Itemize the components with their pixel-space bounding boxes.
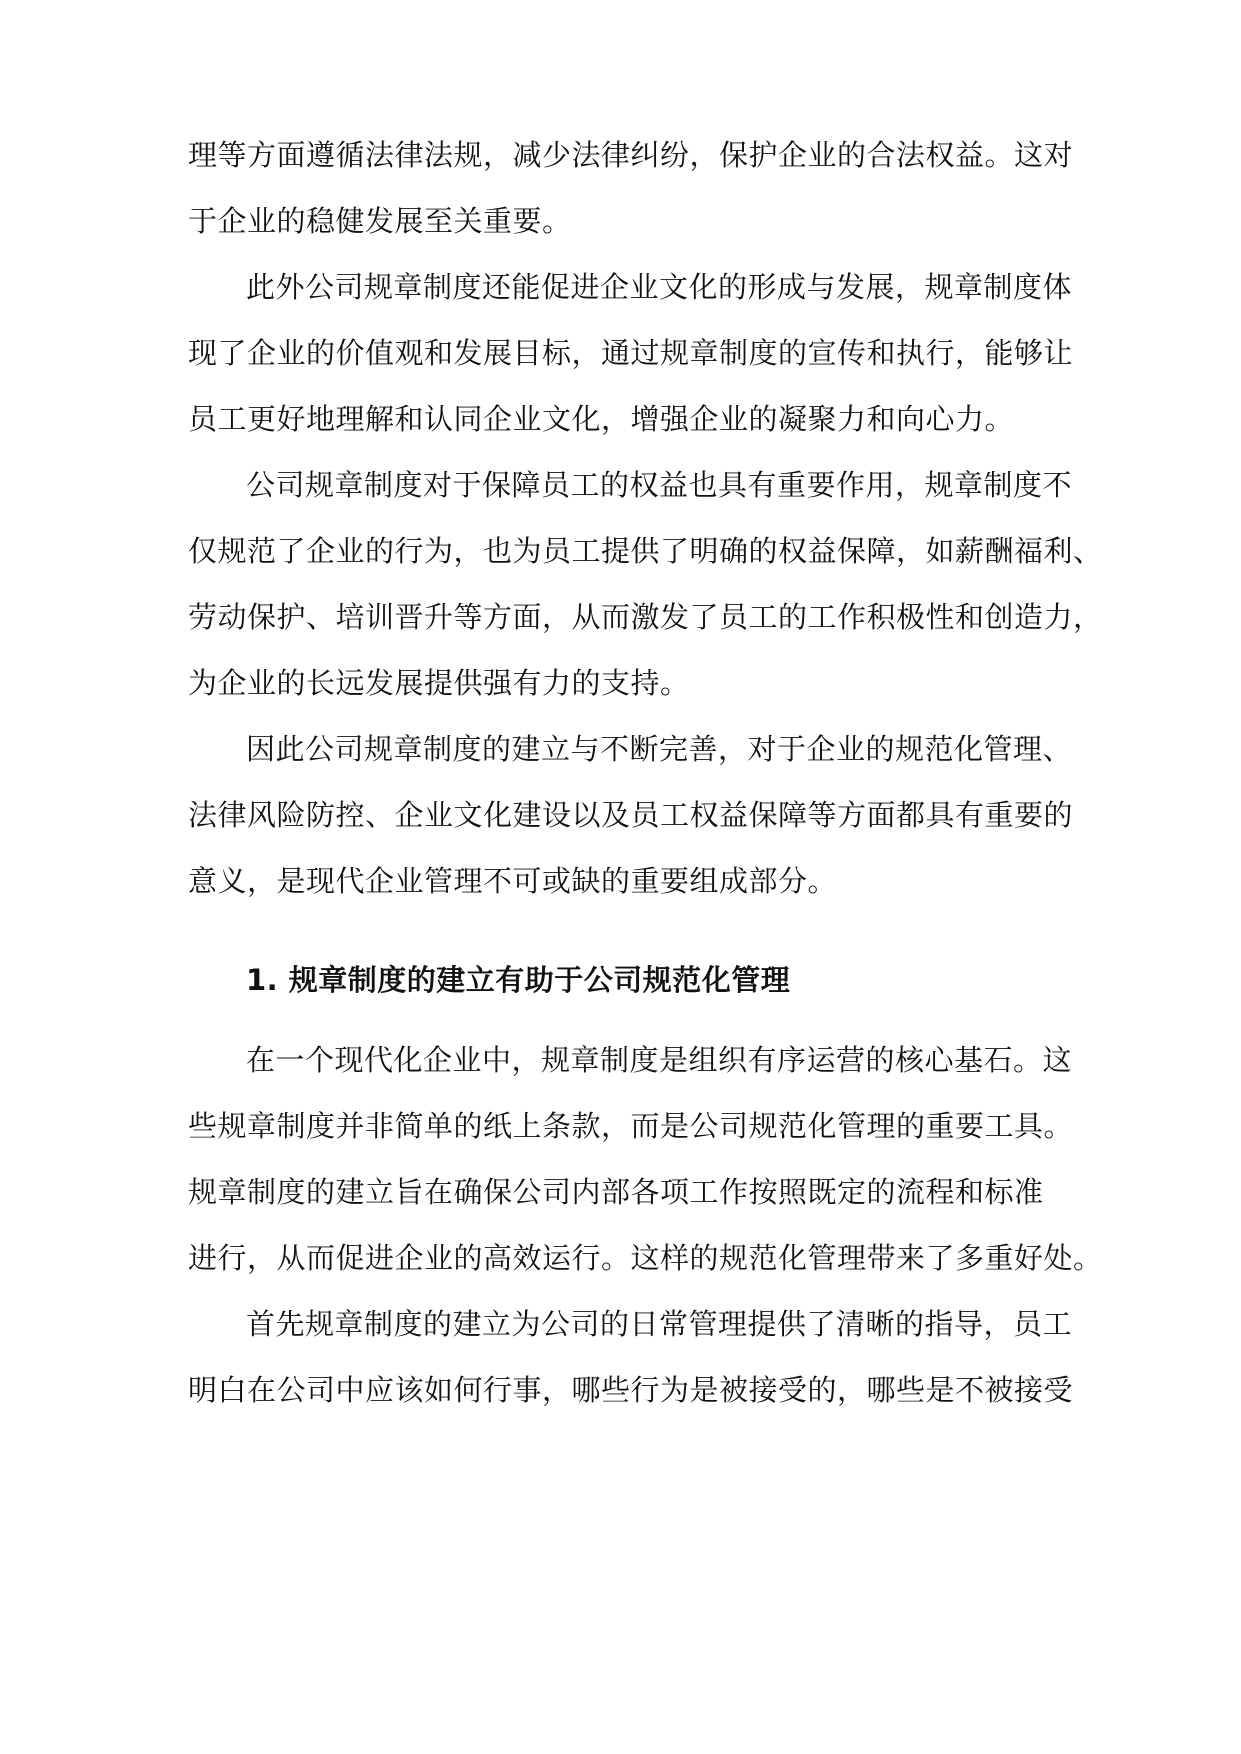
paragraph-4-line-2: 法律风险防控、企业文化建设以及员工权益保障等方面都具有重要的 [188, 798, 1074, 832]
section-heading: 1. 规章制度的建立有助于公司规范化管理 [246, 963, 791, 997]
paragraph-3-line-4: 为企业的长远发展提供强有力的支持。 [188, 666, 690, 700]
paragraph-3-line-1: 公司规章制度对于保障员工的权益也具有重要作用，规章制度不 [246, 468, 1073, 502]
paragraph-4-line-3: 意义，是现代企业管理不可或缺的重要组成部分。 [188, 864, 838, 898]
paragraph-1-line-2: 于企业的稳健发展至关重要。 [188, 204, 572, 238]
section-paragraph-1-line-1: 在一个现代化企业中，规章制度是组织有序运营的核心基石。这 [246, 1043, 1073, 1077]
section-paragraph-1-line-3: 规章制度的建立旨在确保公司内部各项工作按照既定的流程和标准 [188, 1175, 1044, 1209]
paragraph-2-line-3: 员工更好地理解和认同企业文化，增强企业的凝聚力和向心力。 [188, 402, 1015, 436]
paragraph-2-line-1: 此外公司规章制度还能促进企业文化的形成与发展，规章制度体 [246, 270, 1073, 304]
section-paragraph-1-line-2: 些规章制度并非简单的纸上条款，而是公司规范化管理的重要工具。 [188, 1109, 1074, 1143]
paragraph-4-line-1: 因此公司规章制度的建立与不断完善，对于企业的规范化管理、 [246, 732, 1073, 766]
section-paragraph-1-line-4: 进行，从而促进企业的高效运行。这样的规范化管理带来了多重好处。 [188, 1241, 1103, 1275]
section-paragraph-2-line-1: 首先规章制度的建立为公司的日常管理提供了清晰的指导，员工 [246, 1307, 1073, 1341]
paragraph-2-line-2: 现了企业的价值观和发展目标，通过规章制度的宣传和执行，能够让 [188, 336, 1074, 370]
section-paragraph-2-line-2: 明白在公司中应该如何行事，哪些行为是被接受的，哪些是不被接受 [188, 1373, 1074, 1407]
paragraph-3-line-3: 劳动保护、培训晋升等方面，从而激发了员工的工作积极性和创造力， [188, 600, 1103, 634]
paragraph-3-line-2: 仅规范了企业的行为，也为员工提供了明确的权益保障，如薪酬福利、 [188, 534, 1103, 568]
paragraph-1-line-1: 理等方面遵循法律法规，减少法律纠纷，保护企业的合法权益。这对 [188, 138, 1074, 172]
